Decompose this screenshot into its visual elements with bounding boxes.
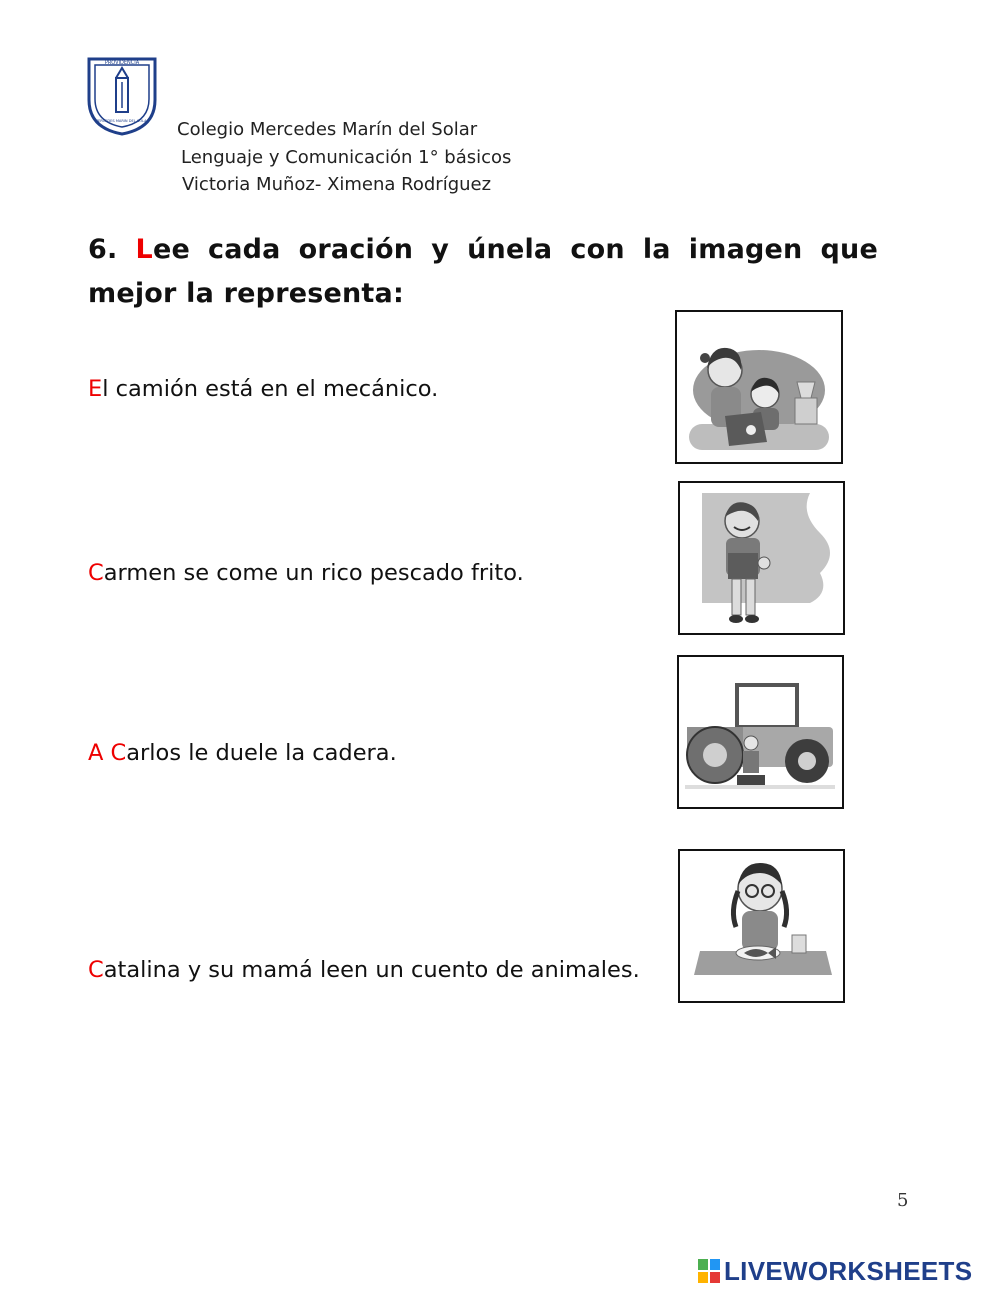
picture-mother-reading[interactable] [675,310,843,464]
sentence-4[interactable] [88,957,640,983]
logo-arc-text: PROVIDENCIA [104,60,140,66]
sentence-3[interactable] [88,740,397,766]
picture-girl-eating-fish[interactable] [678,849,845,1003]
sentence-text: arlos le duele la cadera. [126,740,397,766]
sentence-first-letter: C [88,560,104,586]
picture-truck-mechanic[interactable] [677,655,844,809]
picture-boy-hip-pain[interactable] [678,481,845,635]
title-instruction: ee cada oración y únela con la imagen que mejor la representa: [88,234,878,309]
sentence-first-letter: E [88,376,103,402]
sentence-text: armen se come un rico pescado frito. [103,560,524,586]
school-name: Colegio Mercedes Marín del Solar [177,119,478,140]
sentence-first-letter: C [88,957,104,983]
sentence-text: l camión está en el mecánico. [102,376,439,402]
subject-line: Lenguaje y Comunicación 1° básicos [181,147,512,168]
sentence-text: atalina y su mamá leen un cuento de animales. [103,957,640,983]
sentence-first-letter: A C [88,740,127,766]
logo-ring-text: MERCEDES MARIN DEL SOLAR [94,119,150,123]
mother-reading-book-icon [677,312,841,462]
exercise-number: 6. [88,234,118,265]
exercise-title [88,228,878,316]
truck-mechanic-icon [679,657,842,807]
teachers-line: Victoria Muñoz- Ximena Rodríguez [182,174,492,195]
title-first-letter: L [135,234,153,265]
liveworksheets-brand[interactable] [698,1256,972,1286]
girl-eating-fish-icon [680,851,843,1001]
liveworksheets-logo-icon [698,1259,720,1283]
sentence-1[interactable] [88,376,438,402]
school-logo [86,56,158,136]
sentence-2[interactable] [88,560,524,586]
brand-name: LIVEWORKSHEETS [724,1255,973,1286]
page-number: 5 [897,1190,909,1211]
boy-hip-pain-icon [680,483,843,633]
